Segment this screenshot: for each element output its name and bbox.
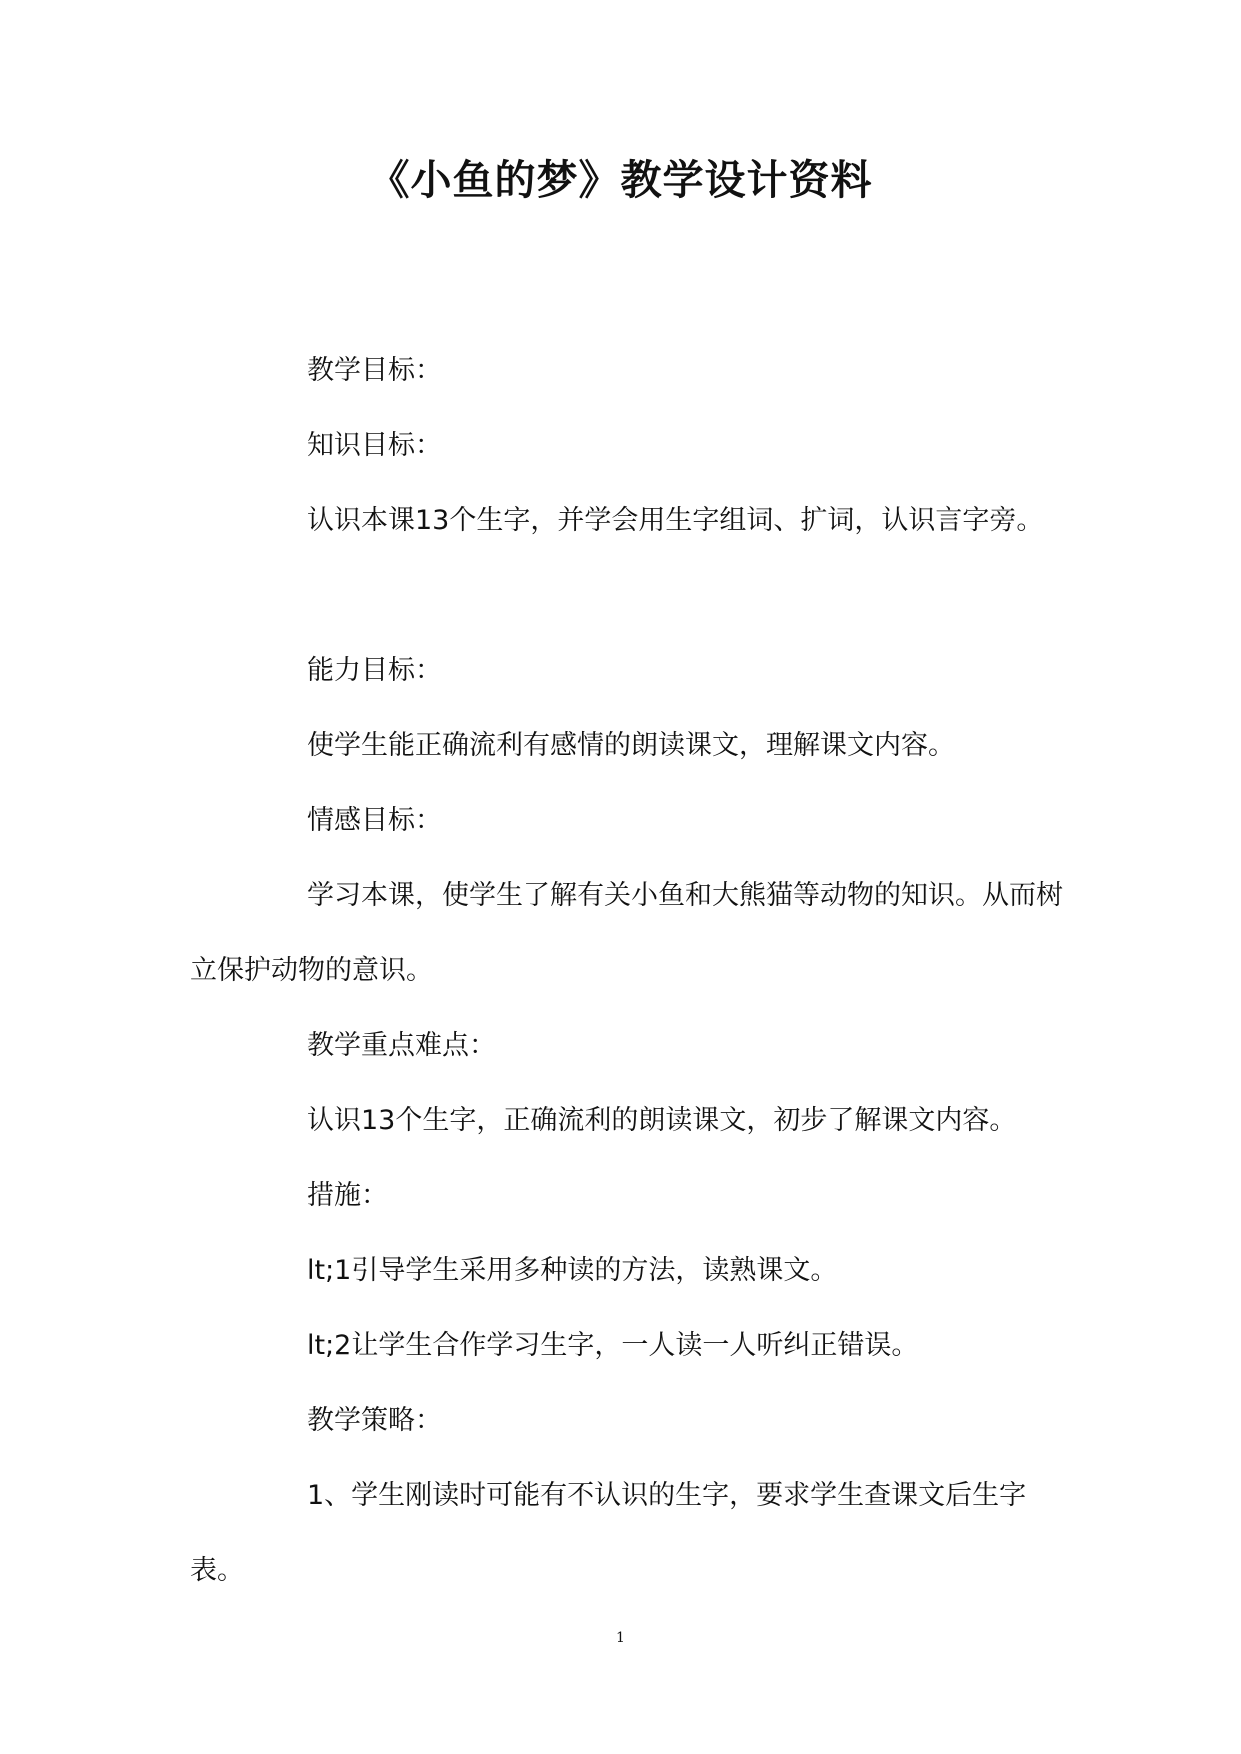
paragraph-measure-2: lt;2让学生合作学习生字，一人读一人听纠正错误。: [307, 1330, 919, 1361]
page-number: 1: [616, 1630, 625, 1646]
paragraph-emotion-detail: 学习本课，使学生了解有关小鱼和大熊猫等动物的知识。从而树立保护动物的意识。: [190, 880, 1063, 986]
paragraph-knowledge-goals: 知识目标：: [307, 430, 442, 461]
paragraph-teaching-goals: 教学目标：: [307, 355, 442, 386]
paragraph-key-difficulties: 教学重点难点：: [307, 1030, 496, 1061]
paragraph-measures: 措施：: [307, 1180, 388, 1211]
paragraph-emotion-goals: 情感目标：: [307, 805, 442, 836]
paragraph-key-detail: 认识13个生字，正确流利的朗读课文，初步了解课文内容。: [307, 1105, 1017, 1136]
paragraph-strategy-1: 1、学生刚读时可能有不认识的生字，要求学生查课文后生字表。: [190, 1480, 1027, 1586]
paragraph-ability-goals: 能力目标：: [307, 655, 442, 686]
paragraph-strategies: 教学策略：: [307, 1405, 442, 1436]
paragraph-knowledge-detail: 认识本课13个生字，并学会用生字组词、扩词，认识言字旁。: [307, 505, 1044, 536]
paragraph-measure-1: lt;1引导学生采用多种读的方法，读熟课文。: [307, 1255, 838, 1286]
paragraph-ability-detail: 使学生能正确流利有感情的朗读课文，理解课文内容。: [307, 730, 955, 761]
document-title: 《小鱼的梦》教学设计资料: [368, 156, 873, 204]
